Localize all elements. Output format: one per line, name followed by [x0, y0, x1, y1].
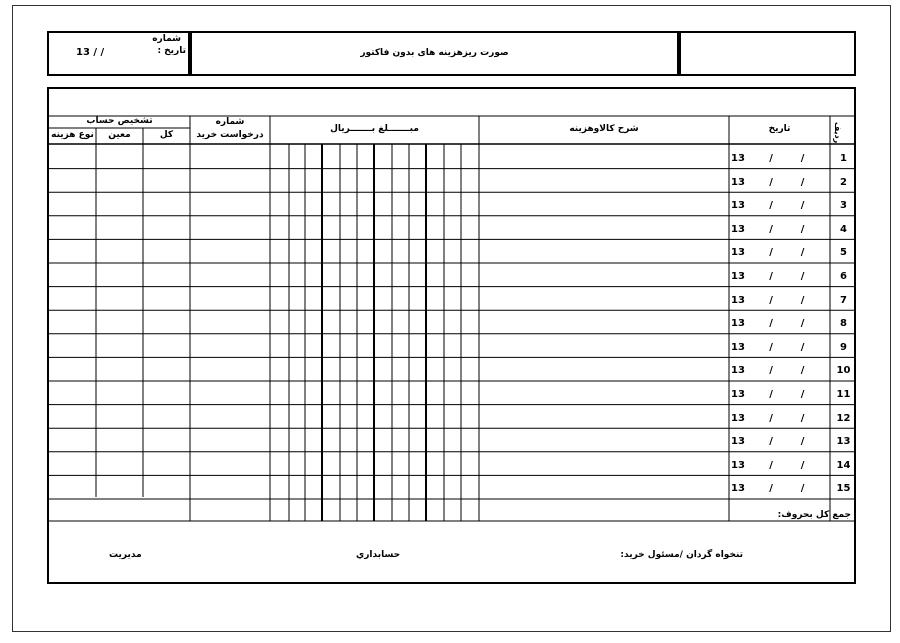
row-number: 1 [840, 153, 847, 164]
row-number: 5 [840, 247, 847, 259]
col-header-description: شرح کالاوهزینه [569, 124, 639, 134]
row-date[interactable]: 13 / / [731, 200, 805, 212]
row-date[interactable]: 13 / / [731, 436, 805, 448]
row-number: 15 [836, 483, 851, 495]
total-in-words-label: جمع کل بحروف: [777, 510, 851, 520]
row-date[interactable]: 13 / / [731, 365, 805, 377]
row-number: 9 [840, 341, 847, 353]
row-number: 11 [836, 389, 851, 400]
date-label: تاریخ : [157, 46, 186, 56]
row-number: 13 [836, 436, 851, 448]
management-signature-label: مدیریت [109, 550, 142, 560]
row-date[interactable]: 13 / / [731, 389, 805, 400]
number-label: شماره [152, 34, 181, 44]
row-number: 3 [840, 200, 847, 212]
row-date[interactable]: 13 / / [731, 153, 805, 164]
fund-holder-signature-label: تنخواه گردان /مسئول خرید: [620, 550, 743, 560]
col-header-account-specific: معین [108, 130, 131, 140]
form-title: صورت ریزهزینه های بدون فاکتور [360, 48, 509, 58]
row-date[interactable]: 13 / / [731, 459, 805, 471]
col-header-request-number: شماره [215, 117, 245, 127]
row-date[interactable]: 13 / / [731, 412, 805, 424]
row-number: 7 [840, 294, 847, 306]
row-date[interactable]: 13 / / [731, 341, 805, 353]
row-date[interactable]: 13 / / [731, 176, 805, 188]
row-number: 8 [840, 318, 847, 330]
col-header-request-purchase: درخواست خرید [196, 130, 264, 140]
accounting-signature-label: حسابداري [356, 550, 401, 560]
row-number: 14 [836, 459, 851, 471]
col-header-amount: مبـــــــلغ بـــــــريال [330, 124, 419, 134]
row-date[interactable]: 13 / / [731, 318, 805, 330]
row-date[interactable]: 13 / / [731, 294, 805, 306]
col-header-account: تشخیص حساب [86, 116, 153, 126]
row-date[interactable]: 13 / / [731, 247, 805, 259]
col-header-account-total: کل [159, 130, 174, 140]
date-value: 13 / / [76, 47, 105, 58]
col-header-expense-type: نوع هزینه [51, 130, 94, 140]
row-date[interactable]: 13 / / [731, 271, 805, 282]
row-number: 12 [836, 412, 851, 424]
row-date[interactable]: 13 / / [731, 223, 805, 235]
row-number: 4 [840, 223, 847, 235]
row-number: 6 [840, 271, 847, 282]
row-number: 10 [836, 365, 851, 377]
row-date[interactable]: 13 / / [731, 483, 805, 495]
col-header-date: تاریخ [768, 124, 791, 134]
col-header-row: ردیف [833, 122, 842, 144]
row-number: 2 [840, 176, 847, 188]
